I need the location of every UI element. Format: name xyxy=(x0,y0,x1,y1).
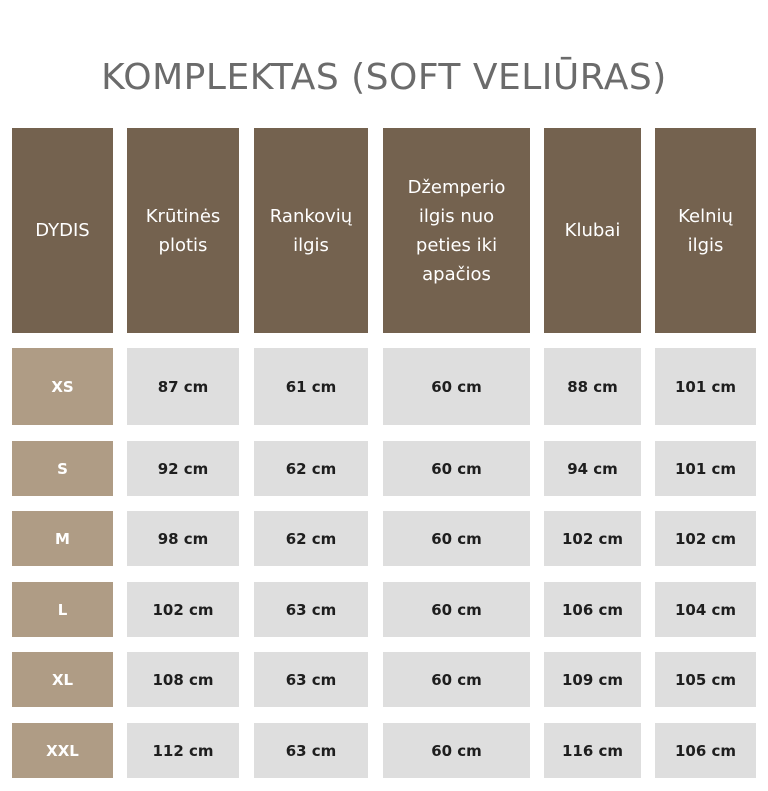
value-cell: 104 cm xyxy=(655,582,756,637)
value-cell: 102 cm xyxy=(544,511,641,566)
header-cell-hips xyxy=(544,128,641,333)
size-cell: L xyxy=(12,582,113,637)
value-cell: 108 cm xyxy=(127,652,239,707)
header-label: Rankovių ilgis xyxy=(269,205,353,256)
value-cell: 60 cm xyxy=(383,582,530,637)
value-cell: 102 cm xyxy=(655,511,756,566)
header-label: Džemperio ilgis nuo peties iki apačios xyxy=(407,176,506,285)
value-cell: 61 cm xyxy=(254,348,368,425)
header-label: Klubai xyxy=(564,220,621,241)
value-cell: 109 cm xyxy=(544,652,641,707)
header-label: DYDIS xyxy=(35,220,90,241)
value-cell: 63 cm xyxy=(254,582,368,637)
header-label: Krūtinės plotis xyxy=(145,205,221,256)
value-cell: 102 cm xyxy=(127,582,239,637)
size-cell: XS xyxy=(12,348,113,425)
value-cell: 60 cm xyxy=(383,348,530,425)
header-cell-sweater-length xyxy=(383,128,530,333)
header-cell-size xyxy=(12,128,113,333)
value-cell: 87 cm xyxy=(127,348,239,425)
value-cell: 60 cm xyxy=(383,723,530,778)
page-title: KOMPLEKTAS (SOFT VELIŪRAS) xyxy=(101,57,667,98)
value-cell: 105 cm xyxy=(655,652,756,707)
value-cell: 92 cm xyxy=(127,441,239,496)
value-cell: 106 cm xyxy=(544,582,641,637)
value-cell: 62 cm xyxy=(254,511,368,566)
size-cell: M xyxy=(12,511,113,566)
header-cell-sleeve xyxy=(254,128,368,333)
value-cell: 63 cm xyxy=(254,723,368,778)
value-cell: 60 cm xyxy=(383,652,530,707)
value-cell: 63 cm xyxy=(254,652,368,707)
value-cell: 116 cm xyxy=(544,723,641,778)
value-cell: 106 cm xyxy=(655,723,756,778)
value-cell: 101 cm xyxy=(655,348,756,425)
value-cell: 60 cm xyxy=(383,441,530,496)
value-cell: 60 cm xyxy=(383,511,530,566)
header-cell-chest xyxy=(127,128,239,333)
value-cell: 62 cm xyxy=(254,441,368,496)
header-label: Kelnių ilgis xyxy=(678,205,733,256)
value-cell: 101 cm xyxy=(655,441,756,496)
size-cell: XL xyxy=(12,652,113,707)
value-cell: 112 cm xyxy=(127,723,239,778)
size-cell: XXL xyxy=(12,723,113,778)
value-cell: 88 cm xyxy=(544,348,641,425)
size-cell: S xyxy=(12,441,113,496)
value-cell: 98 cm xyxy=(127,511,239,566)
value-cell: 94 cm xyxy=(544,441,641,496)
header-cell-pants-length xyxy=(655,128,756,333)
